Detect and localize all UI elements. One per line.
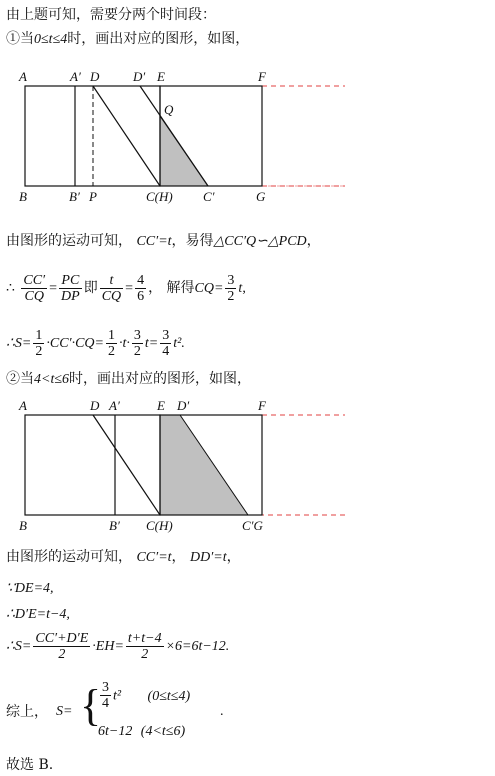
case1-ratio: ∴ $\frac{CC'}{CQ}$ = $\frac{PC}{DP}$ 即 $\frac{t}{CQ}$ = $\frac{4}{6}$ ， 解得CQ= $\frac{3}{2}$ t, [6, 272, 246, 304]
label-A: A [19, 69, 27, 84]
summary-bottom-case [98, 722, 185, 741]
label2-D: D [90, 398, 100, 413]
figure-1 [0, 64, 495, 214]
case2-because: ∵DE=4, [6, 581, 54, 596]
label2-CH: C(H) [146, 518, 173, 533]
case2-sep: ， [171, 549, 186, 565]
shaded-trapezoid [160, 415, 248, 515]
case2-range: 4<t≤6 [34, 372, 70, 387]
frac-3-2: $\frac{3}{2}$ [227, 272, 235, 304]
summary-label: 综上， [6, 704, 48, 720]
ji-text: 即 [83, 280, 98, 296]
case1-easy: ，易得 [171, 233, 214, 249]
frac-tt4: $\frac{t+t-4}{2}$ [127, 630, 162, 662]
summary-brace: { [80, 681, 102, 730]
area1-mid2: ·t· [119, 336, 130, 351]
case2-de-eq: ∴D′E=t−4, [6, 607, 70, 622]
case1-similar: △CC′Q∽△PCD [213, 234, 307, 249]
label-B: B [19, 189, 27, 204]
area2-eh: ·EH= [92, 639, 124, 654]
summary-top-expr: t² [113, 688, 122, 704]
label2-C1G: C′G [242, 518, 263, 533]
summary-bottom-expr: 6t−12 [98, 724, 133, 739]
frac-3-4: $\frac{3}{4}$ [162, 327, 170, 359]
summary-period: . [220, 704, 224, 719]
solve-text: ， 解得 [148, 280, 195, 296]
case2-motion [6, 548, 241, 567]
label-P: P [89, 189, 97, 204]
area1-mid: ·CC′·CQ= [46, 336, 104, 351]
frac-summary-3-4: $\frac{3}{4}$ [102, 680, 109, 711]
label-B1: B′ [69, 189, 80, 204]
case2-tail: 时，画出对应的图形，如图， [69, 371, 252, 387]
case1-comma: ， [306, 233, 321, 249]
label-G: G [256, 189, 266, 204]
label-Q: Q [164, 102, 174, 117]
case1-area [6, 325, 185, 362]
case2-sep2: ， [226, 549, 241, 565]
cq-eq: CQ= [194, 281, 224, 296]
case1-head: ①当 [6, 31, 34, 47]
area2-tail: ×6=6t−12. [165, 639, 230, 654]
case2-motion-text: 由图形的运动可知， [6, 549, 132, 565]
label-D1: D′ [133, 69, 146, 84]
frac-4-6: $\frac{4}{6}$ [137, 272, 145, 304]
area1-res: t². [173, 336, 185, 351]
case2-area [6, 628, 229, 665]
label2-D1: D′ [177, 398, 190, 413]
frac-pc-dp: $\frac{PC}{DP}$ [61, 272, 80, 304]
area1-t2: t= [144, 336, 159, 351]
case1-range: 0≤t≤4 [34, 32, 68, 47]
case2-dd-eq: DD′=t [189, 550, 227, 565]
case2-heading [6, 370, 251, 389]
case1-motion [6, 232, 321, 251]
summary-S: S= [56, 704, 73, 719]
area1-S: ∴S= [6, 336, 32, 351]
rect-ABCD-2 [25, 415, 160, 515]
label2-F: F [258, 398, 266, 413]
diag-DC-2 [93, 415, 160, 515]
label2-B: B [19, 518, 27, 533]
summary-top-cond: (0≤t≤4) [147, 688, 191, 704]
cq-t: t [238, 281, 243, 296]
frac-half-a: $\frac{1}{2}$ [35, 327, 43, 359]
case1-heading [6, 30, 249, 49]
case1-tail: 时，画出对应的图形，如图， [67, 31, 250, 47]
summary-top-case [98, 680, 190, 711]
label2-E: E [157, 398, 165, 413]
label2-A: A [19, 398, 27, 413]
case1-cc-eq: CC′=t [136, 234, 172, 249]
label-D: D [90, 69, 100, 84]
label-C1: C′ [203, 189, 215, 204]
therefore-1: ∴ [6, 280, 15, 296]
frac-sum: $\frac{CC'+D'E}{2}$ [35, 630, 89, 662]
frac-half-b: $\frac{1}{2}$ [108, 327, 115, 359]
frac-cc-cq: $\frac{CC'}{CQ}$ [23, 272, 46, 304]
label-F: F [258, 69, 266, 84]
label-CH: C(H) [146, 189, 173, 204]
answer-text: 故选 B. [6, 757, 54, 773]
case2-head: ②当 [6, 371, 34, 387]
intro-text: 由上题可知，需要分两个时间段： [6, 7, 216, 23]
case2-cc-eq: CC′=t [136, 550, 172, 565]
label-A1: A′ [70, 69, 81, 84]
label2-B1: B′ [109, 518, 120, 533]
frac-t-cq: $\frac{t}{CQ}$ [101, 272, 122, 304]
frac-3-2-b: $\frac{3}{2}$ [133, 327, 141, 359]
area2-S: ∴S= [6, 639, 32, 654]
label2-A1: A′ [109, 398, 120, 413]
case1-motion-text: 由图形的运动可知， [6, 233, 132, 249]
figure-2 [0, 395, 495, 540]
label-E: E [157, 69, 165, 84]
summary-bottom-cond: (4<t≤6) [140, 724, 186, 739]
